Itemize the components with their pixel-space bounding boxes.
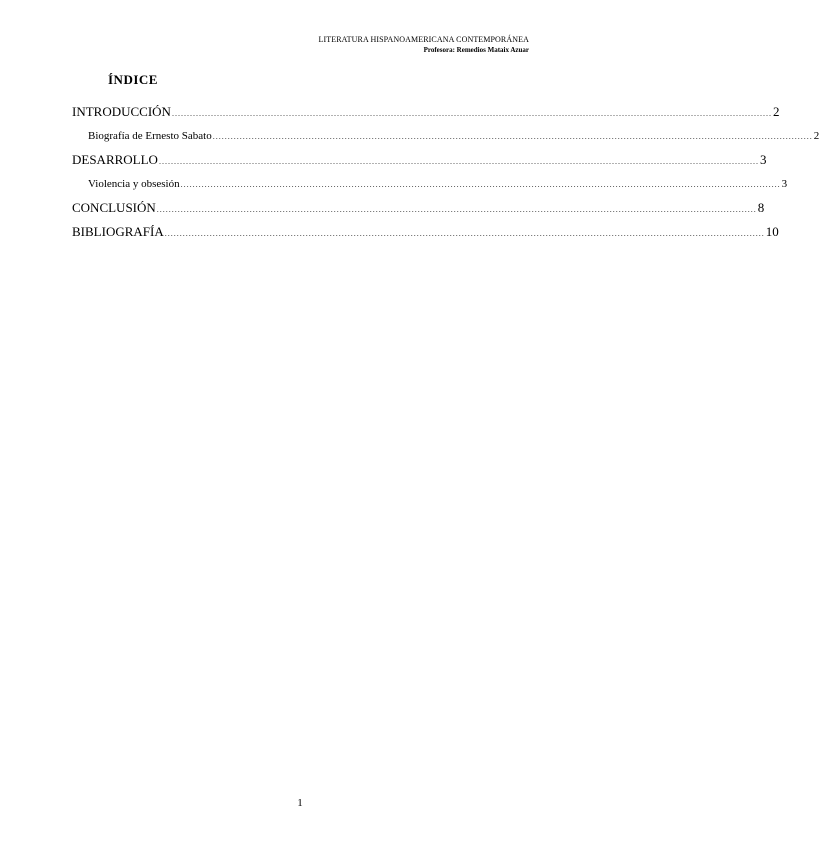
toc-leader-dots: ........................................................................................................................................................................................................ [156,205,757,214]
toc-entry-desarrollo[interactable] [72,148,767,172]
toc-leader-dots: ........................................................................................................................................................................................................ [158,157,759,166]
course-title: LITERATURA HISPANOAMERICANA CONTEMPORÁNEA [318,35,529,44]
toc-entry-page: 8 [757,200,765,215]
page-number: 1 [297,797,303,809]
toc-entry-label: CONCLUSIÓN [72,200,156,215]
table-of-contents [72,100,819,244]
toc-entry-conclusion[interactable] [72,196,765,220]
toc-leader-dots: ........................................................................................................................................................................................................ [212,132,813,141]
toc-entry-page: 3 [781,178,788,190]
toc-entry-label: INTRODUCCIÓN [72,104,171,119]
index-title: ÍNDICE [108,72,158,87]
toc-entry-page: 2 [772,104,780,119]
page-header [319,35,530,55]
toc-entry-page: 10 [765,224,779,239]
professor-name: Profesora: Remedios Mataix Azuar [423,46,529,54]
toc-entry-label: BIBLIOGRAFÍA [72,224,164,239]
toc-entry-label: Violencia y obsesión [88,178,180,190]
toc-entry-page: 3 [759,152,767,167]
toc-leader-dots: ........................................................................................................................................................................................................ [180,180,781,189]
toc-entry-violencia[interactable] [72,172,788,196]
toc-entry-introduccion[interactable] [72,100,780,124]
toc-entry-label: Biografía de Ernesto Sabato [88,130,212,142]
toc-leader-dots: ........................................................................................................................................................................................................ [164,229,765,238]
toc-entry-bibliografia[interactable] [72,220,779,244]
toc-entry-biografia[interactable] [72,124,819,148]
toc-entry-page: 2 [813,130,819,142]
toc-leader-dots: ........................................................................................................................................................................................................ [171,109,772,118]
toc-entry-label: DESARROLLO [72,152,158,167]
